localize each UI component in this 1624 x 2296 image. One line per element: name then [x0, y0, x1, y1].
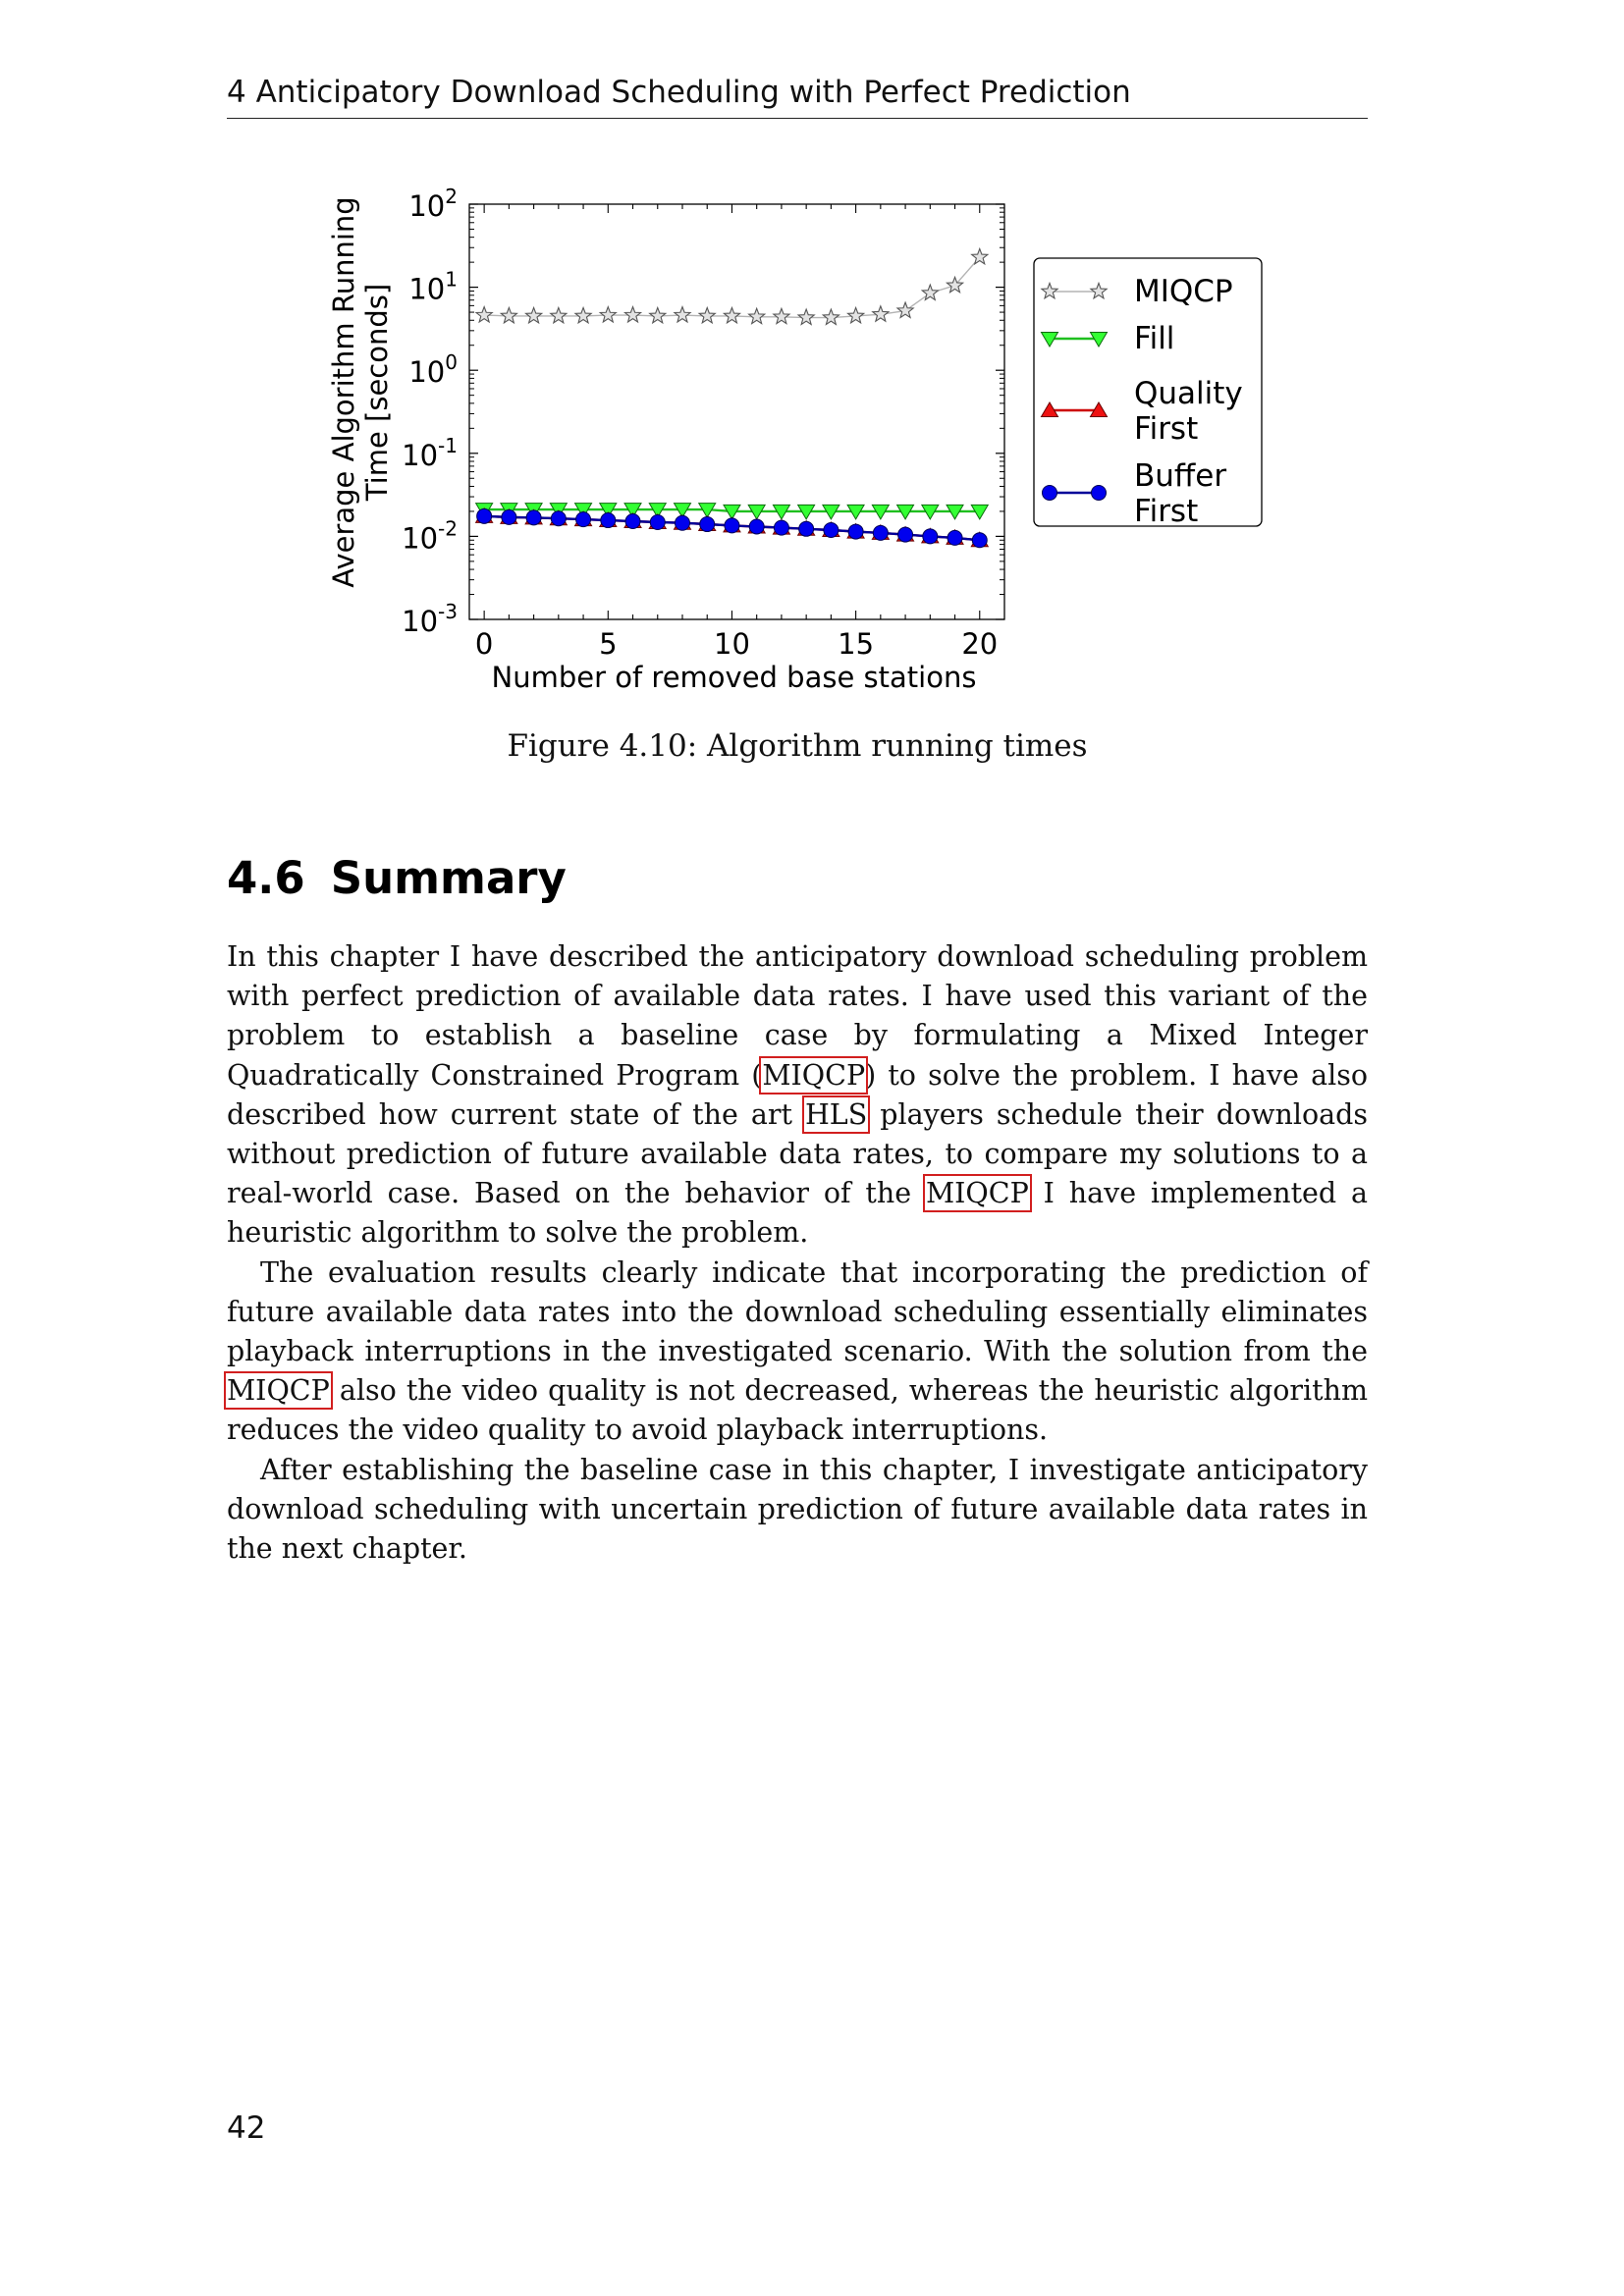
paragraph-text: also the video quality is not decreased, whereas the heuristic algorithm reduces the video quality to avoid playback interruptions. [227, 1374, 1368, 1447]
data-point [699, 307, 715, 322]
data-point [526, 510, 541, 525]
x-tick-label: 15 [838, 627, 875, 661]
acronym-link[interactable]: MIQCP [925, 1177, 1029, 1210]
running-time-chart [324, 172, 1296, 692]
data-point [575, 307, 591, 322]
paragraph-text: In this chapter I have described the anticipatory download scheduling problem with perfect prediction of available data rates. I have used this variant of the problem to establish a baseline case by formulating a Mixed Integer Quadratically Constrained Program ( [227, 940, 1368, 1092]
paragraph-text: After establishing the baseline case in this chapter, I investigate anticipatory download scheduling with uncertain prediction of future available data rates in the next chapter. [227, 1453, 1368, 1566]
legend-label: Quality [1134, 376, 1243, 411]
data-point [774, 308, 789, 323]
paragraph-text: players schedule their downloads without prediction of future available data rates, to compare my solutions to a real-world case. Based on the behavior of the [227, 1097, 1368, 1210]
legend-label: First [1134, 494, 1199, 529]
data-point [898, 527, 913, 542]
data-point [551, 511, 566, 526]
y-tick-label: $10^{-3}$ [402, 600, 458, 638]
data-point [873, 306, 889, 321]
x-axis-label: Number of removed base stations [491, 661, 977, 692]
y-tick-label: $10^{-1}$ [402, 433, 458, 472]
legend-label: Buffer [1134, 458, 1227, 494]
plot-frame [469, 204, 1004, 619]
y-axis-label: Time [seconds] [360, 283, 394, 502]
data-point [601, 513, 616, 528]
figure-caption: Figure 4.10: Algorithm running times [507, 728, 1088, 764]
data-point [501, 307, 516, 322]
data-point [476, 307, 492, 322]
acronym-link[interactable]: HLS [804, 1097, 868, 1131]
y-tick-label: $10^{-2}$ [402, 516, 458, 556]
data-point [972, 533, 987, 548]
y-axis-label: Average Algorithm Running [327, 196, 360, 588]
legend-label: First [1134, 411, 1199, 447]
section-number: 4.6 [227, 852, 305, 904]
x-tick-label: 5 [599, 627, 618, 661]
summary-body [227, 937, 1368, 1569]
data-point [551, 307, 567, 322]
summary-paragraph [227, 1254, 1368, 1451]
data-point [675, 307, 690, 322]
paragraph-text: The evaluation results clearly indicate that incorporating the prediction of future available data rates into the download scheduling essentially eliminates playback interruptions in the investigated scenario. With the solution from the [227, 1255, 1368, 1368]
data-point [650, 514, 665, 529]
y-tick-label: $10^1$ [408, 267, 458, 306]
paragraph-text: ) to solve the problem. I have also described how current state of the art [227, 1058, 1369, 1131]
data-point [749, 519, 764, 534]
legend-marker [1092, 486, 1107, 501]
y-tick-label: $10^2$ [408, 185, 458, 223]
data-point [798, 309, 814, 324]
summary-paragraph [227, 1451, 1368, 1570]
acronym-link[interactable]: MIQCP [227, 1374, 330, 1408]
x-tick-label: 10 [714, 627, 750, 661]
data-point [749, 308, 765, 323]
data-point [848, 307, 864, 322]
legend-label: Fill [1134, 321, 1175, 356]
data-point [600, 307, 616, 322]
x-tick-label: 20 [961, 627, 999, 661]
page-number: 42 [227, 2110, 266, 2146]
data-point [823, 309, 839, 324]
paragraph-text: I have implemented a heuristic algorithm to solve the problem. [227, 1177, 1369, 1250]
data-point [650, 307, 666, 322]
data-point [526, 307, 542, 322]
data-point [774, 520, 788, 535]
data-point [725, 518, 739, 533]
y-tick-label: $10^0$ [408, 350, 458, 390]
data-point [848, 524, 863, 539]
acronym-link[interactable]: MIQCP [762, 1058, 866, 1092]
legend-label: MIQCP [1134, 274, 1233, 309]
figure-running-times [324, 172, 1296, 692]
running-head: 4 Anticipatory Download Scheduling with Perfect Prediction [227, 73, 1368, 119]
data-point [700, 517, 715, 532]
data-point [724, 307, 739, 322]
data-point [576, 512, 591, 527]
data-point [824, 523, 839, 538]
data-point [873, 525, 888, 540]
section-title: Summary [330, 852, 567, 904]
section-heading [227, 852, 567, 904]
legend-marker [1043, 486, 1057, 501]
data-point [624, 307, 640, 322]
data-point [799, 521, 814, 536]
data-point [923, 529, 938, 544]
x-tick-label: 0 [474, 627, 494, 661]
data-point [502, 509, 516, 524]
data-point [675, 515, 689, 530]
summary-paragraph [227, 937, 1368, 1254]
data-point [477, 508, 492, 523]
data-point [972, 249, 988, 264]
data-point [897, 302, 913, 317]
data-point [947, 530, 962, 545]
data-point [625, 514, 640, 529]
